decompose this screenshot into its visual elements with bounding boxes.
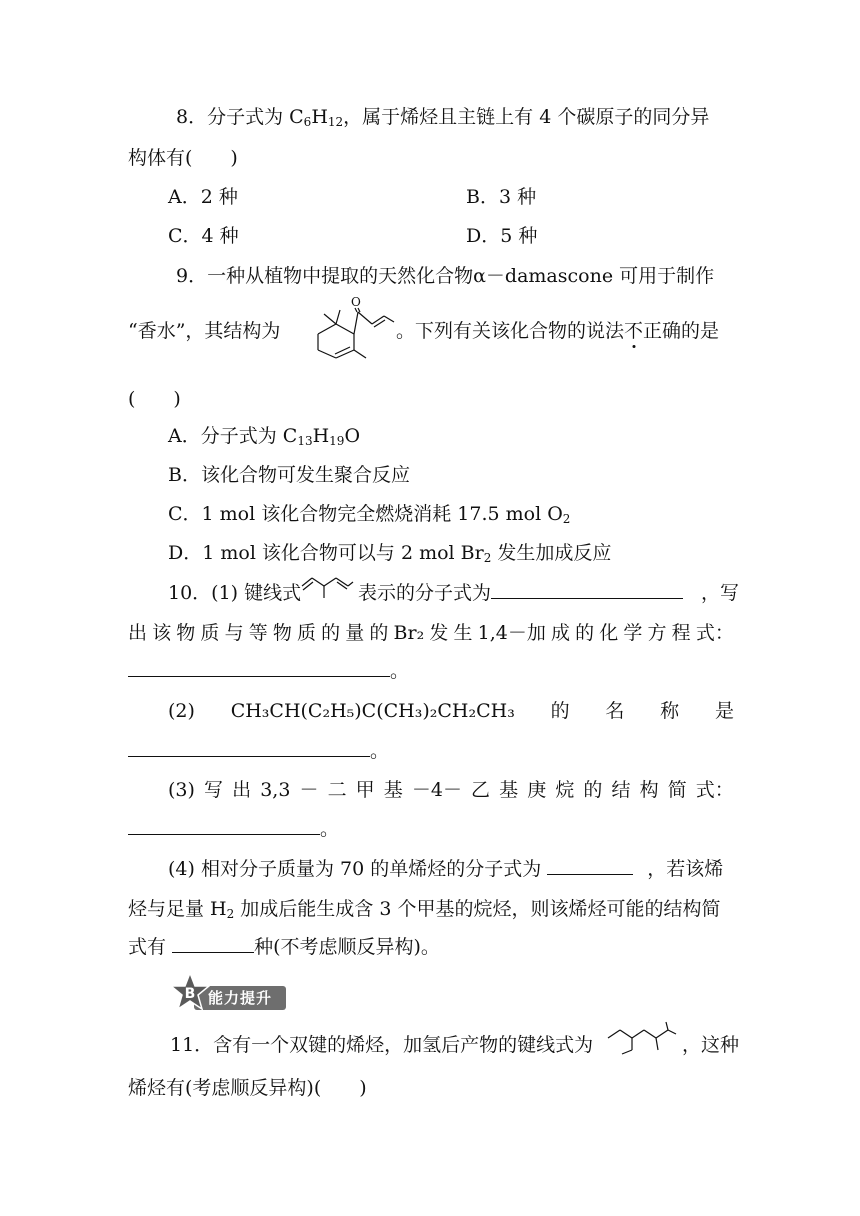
section-badge [170, 972, 286, 1012]
emphasis-not: 不 [624, 320, 644, 342]
oxygen-label: O [351, 295, 361, 309]
q8-option-a: A．2 种 [168, 186, 238, 208]
q10-part1-line2: 出 该 物 质 与 等 物 质 的 量 的 Br₂ 发 生 1,4－加 成 的 化 学 方 程 式： [128, 622, 734, 644]
q8-option-c: C．4 种 [168, 225, 239, 247]
q10-part4-line3: 式有 种(不考虑顺反异构)。 [128, 936, 440, 958]
alkane-skeletal-structure [606, 1020, 678, 1056]
q8-option-d: D．5 种 [466, 225, 538, 247]
answer-blank[interactable] [128, 658, 390, 677]
answer-blank[interactable] [547, 856, 633, 875]
q10-part3-line2: 。 [128, 816, 339, 842]
badge-letter: B [184, 986, 196, 1002]
q8-stem-line1: 8．分子式为 $C_6H_{12}$，属于烯烃且主链上有 4 个碳原子的同分异 [176, 106, 710, 129]
answer-blank[interactable] [128, 738, 370, 757]
q9-option-c: C．1 mol 该化合物完全燃烧消耗 17.5 mol $O_2$ [168, 503, 571, 526]
q9-option-a: A．分子式为 $C_{13}H_{19}O$ [168, 425, 361, 448]
q10-part3-line1: (3) 写 出 3,3 － 二 甲 基 －4－ 乙 基 庚 烷 的 结 构 简 式： [168, 779, 734, 801]
q10-part4-line1: (4) 相对分子质量为 70 的单烯烃的分子式为 ，若该烯 [168, 858, 724, 880]
answer-blank[interactable] [172, 934, 254, 953]
q9-option-b: B．该化合物可发生聚合反应 [168, 464, 410, 486]
q10-part1-line1-right: 表示的分子式为 ，写 [358, 582, 740, 604]
star-icon [170, 972, 210, 1012]
q9-stem-line1: 9．一种从植物中提取的天然化合物α－damascone 可用于制作 [176, 265, 715, 287]
section-title: 能力提升 [194, 986, 286, 1010]
q9-stem-line3: ( ) [128, 388, 181, 410]
q10-part2-line2: 。 [128, 738, 389, 764]
q8-stem-line2: 构体有( ) [128, 147, 238, 169]
q10-part4-line2: 烃与足量 $H_2$ 加成后能生成含 3 个甲基的烷烃，则该烯烃可能的结构简 [128, 898, 721, 921]
q11-stem-line1-left: 11．含有一个双键的烯烃，加氢后产物的键线式为 [170, 1034, 594, 1056]
damascone-structure [308, 292, 398, 364]
q9-stem-line2-right: 。下列有关该化合物的说法不正确的是 [396, 320, 720, 342]
q11-stem-line2: 烯烃有(考虑顺反异构)( ) [128, 1077, 367, 1099]
q10-part1-line1: 10．(1) 键线式 [168, 582, 302, 604]
q8-option-b: B．3 种 [466, 186, 537, 208]
answer-blank[interactable] [491, 580, 683, 599]
q9-stem-line2-left: “香水”，其结构为 [128, 320, 281, 342]
q11-stem-line1-right: ，这种 [682, 1034, 740, 1056]
answer-blank[interactable] [128, 816, 320, 835]
q9-option-d: D．1 mol 该化合物可以与 2 mol $Br_2$ 发生加成反应 [168, 542, 612, 565]
diene-skeletal-structure [300, 572, 354, 604]
q10-part1-line3: 。 [128, 658, 409, 684]
q10-part2-line1: (2) CH₃CH(C₂H₅)C(CH₃)₂CH₂CH₃ 的 名 称 是 [168, 700, 734, 722]
